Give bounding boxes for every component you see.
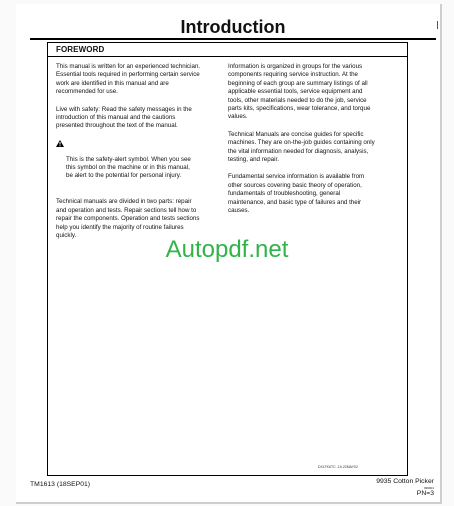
page-edge-mark — [437, 21, 438, 29]
footer-page-number: PN=3 — [416, 490, 434, 497]
paragraph-technical-manuals: Technical Manuals are concise guides for specific machines. They are on-the-job guides containing only the vital information needed for diagnosis, analysis, testing, and repair. — [228, 130, 375, 164]
safety-alert-text: This is the safety-alert symbol. When you see this symbol on the machine or in this manual, be alert to the potential for personal injury. — [66, 155, 191, 180]
paragraph-fundamental-info: Fundamental service information is available from other sources covering basic theory of operation, fundamentals of troubleshooting, general maintenance, and basic type of failures and their causes. — [228, 173, 365, 215]
heading-rule — [47, 56, 408, 57]
paragraph-tools: This manual is written for an experienced technician. Essential tools required in performing certain service work are identified in this manual and are recommended for use. — [56, 63, 201, 96]
footer-machine-name: 9935 Cotton Picker — [376, 478, 434, 485]
title-rule — [30, 38, 436, 40]
watermark-text: Autopdf.net — [165, 236, 289, 263]
paragraph-organization: Information is organized in groups for the various components requiring service instruction. At the beginning of each group are summary listings of all applicable essential tools, service equipment and tools, other materials needed to do the job, service parts kits, specifications, wear tolerance, and torque values. — [228, 63, 371, 121]
safety-alert-block — [56, 139, 226, 189]
right-column — [228, 63, 398, 225]
footer-code: 090901 — [423, 486, 434, 490]
paragraph-manual-parts: Technical manuals are divided in two parts: repair and operation and tests. Repair sections tell how to repair the components. Operation and tests sections help you identify the majority of routine failures quickly. — [56, 198, 200, 239]
footer-right — [338, 478, 434, 498]
page-title: Introduction — [180, 17, 286, 37]
document-code: DXLTK6TC -19-22MAY02 — [318, 465, 358, 469]
footer-manual-id: TM1613 (18SEP01) — [30, 481, 91, 488]
section-heading: FOREWORD — [56, 45, 105, 54]
paragraph-safety: Live with safety: Read the safety messages in the introduction of this manual and the cautions presented throughout the text of the manual. — [56, 105, 192, 130]
warning-triangle-icon — [56, 140, 64, 147]
left-column — [56, 63, 226, 249]
